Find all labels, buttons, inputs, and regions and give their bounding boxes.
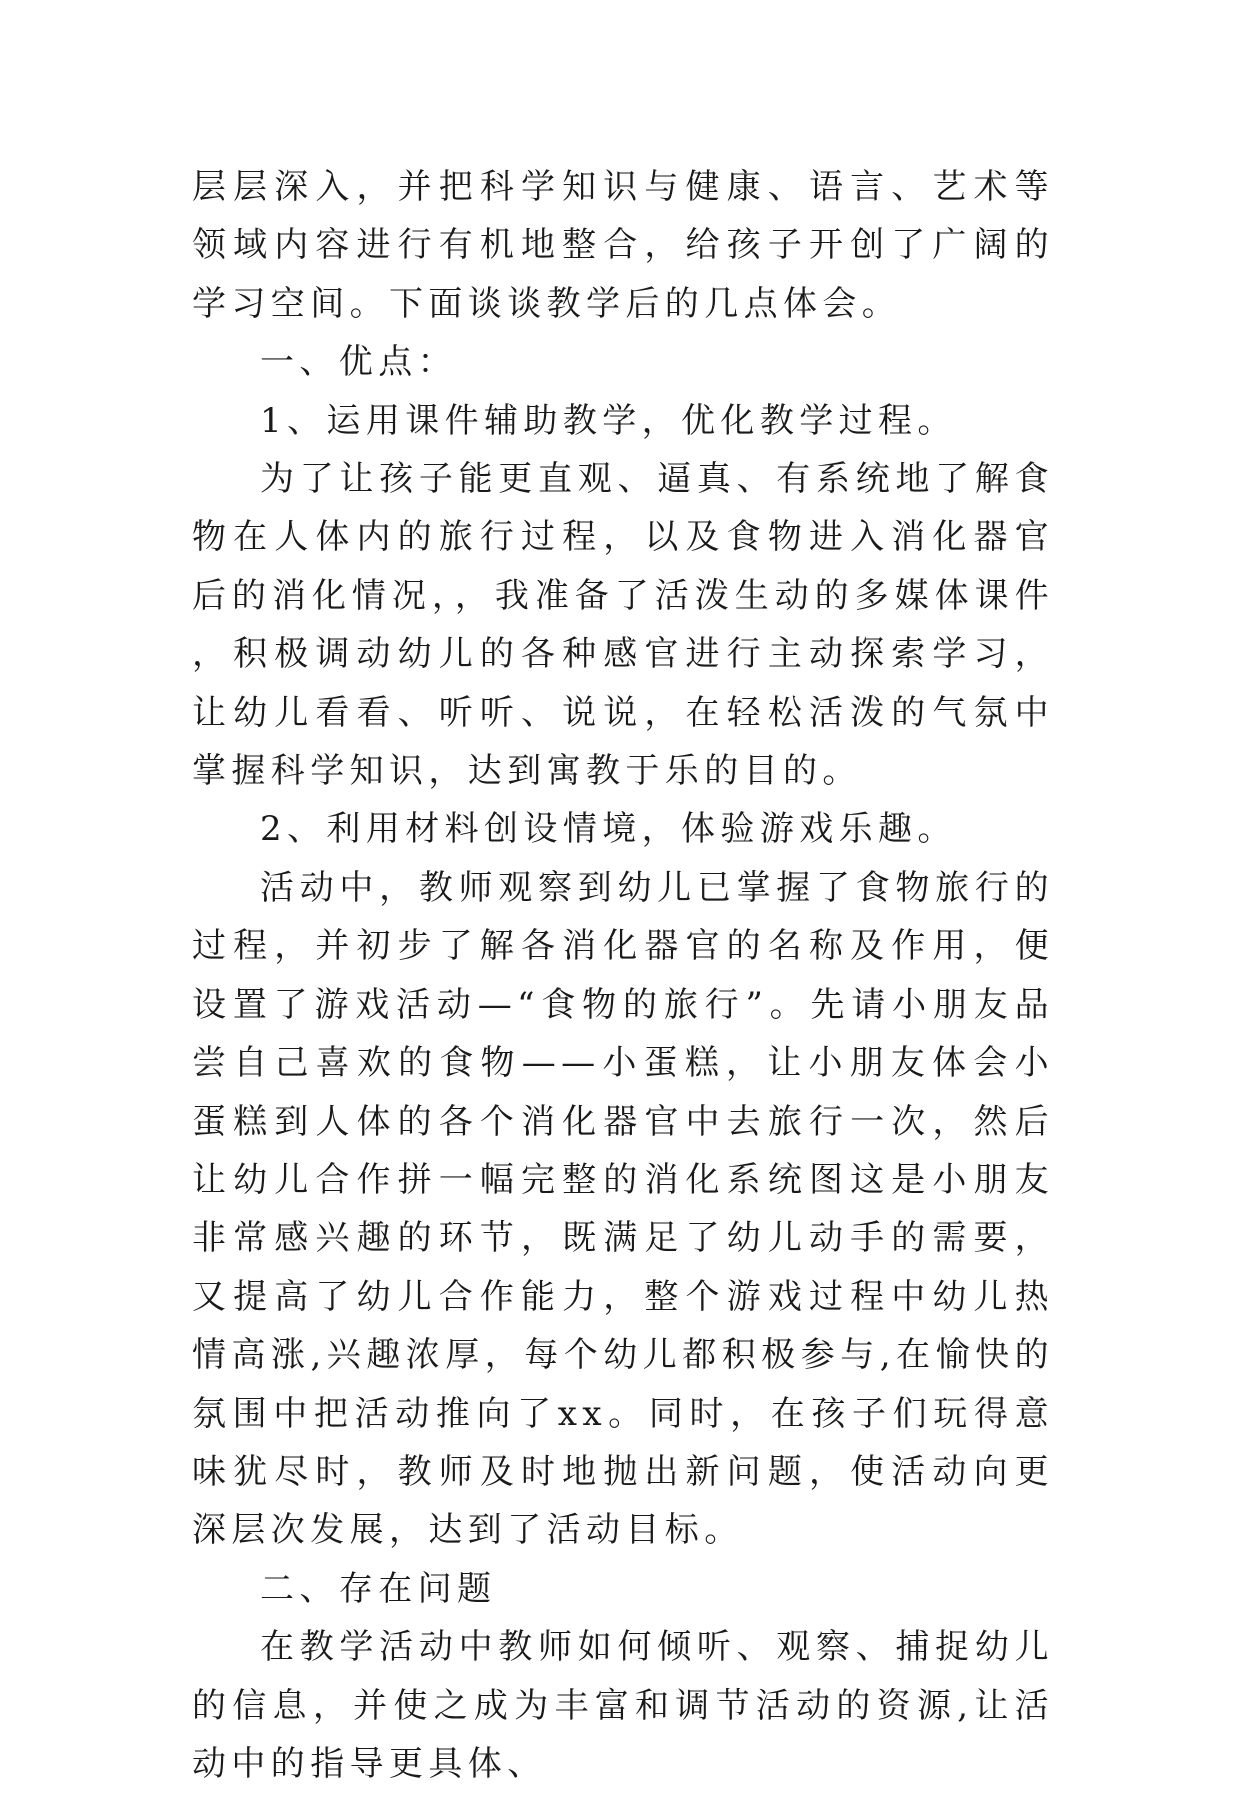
heading-advantages: 一、优点： [260, 342, 457, 383]
paragraph-intro: 层层深入，并把科学知识与健康、语言、艺术等领域内容进行有机地整合，给孩子开创了广阔的学习空间。下面谈谈教学后的几点体会。 [192, 167, 1054, 324]
paragraph-courseware: 为了让孩子能更直观、逼真、有系统地了解食物在人体内的旅行过程，以及食物进入消化器官后的消化情况，，我准备了活泼生动的多媒体课件，积极调动幼儿的各种感官进行主动探索学习，让幼儿看看、听听、说说，在轻松活泼的气氛中掌握科学知识，达到寓教于乐的目的。 [192, 459, 1054, 792]
document-body [192, 158, 1054, 1793]
paragraph-problems: 在教学活动中教师如何倾听、观察、捕捉幼儿的信息，并使之成为丰富和调节活动的资源,让活动中的指导更具体、 [192, 1627, 1054, 1784]
heading-problems: 二、存在问题 [260, 1568, 497, 1609]
subheading-materials: 2、利用材料创设情境，体验游戏乐趣。 [260, 809, 957, 850]
subheading-courseware: 1、运用课件辅助教学，优化教学过程。 [260, 400, 957, 441]
paragraph-materials: 活动中，教师观察到幼儿已掌握了食物旅行的过程，并初步了解各消化器官的名称及作用，便设置了游戏活动—“食物的旅行”。先请小朋友品尝自己喜欢的食物——小蛋糕，让小朋友体会小蛋糕到人体的各个消化器官中去旅行一次，然后让幼儿合作拼一幅完整的消化系统图这是小朋友非常感兴趣的环节，既满足了幼儿动手的需要，又提高了幼儿合作能力，整个游戏过程中幼儿热情高涨,兴趣浓厚，每个幼儿都积极参与,在愉快的氛围中把活动推向了xx。同时，在孩子们玩得意味犹尽时，教师及时地抛出新问题，使活动向更深层次发展，达到了活动目标。 [192, 867, 1054, 1551]
